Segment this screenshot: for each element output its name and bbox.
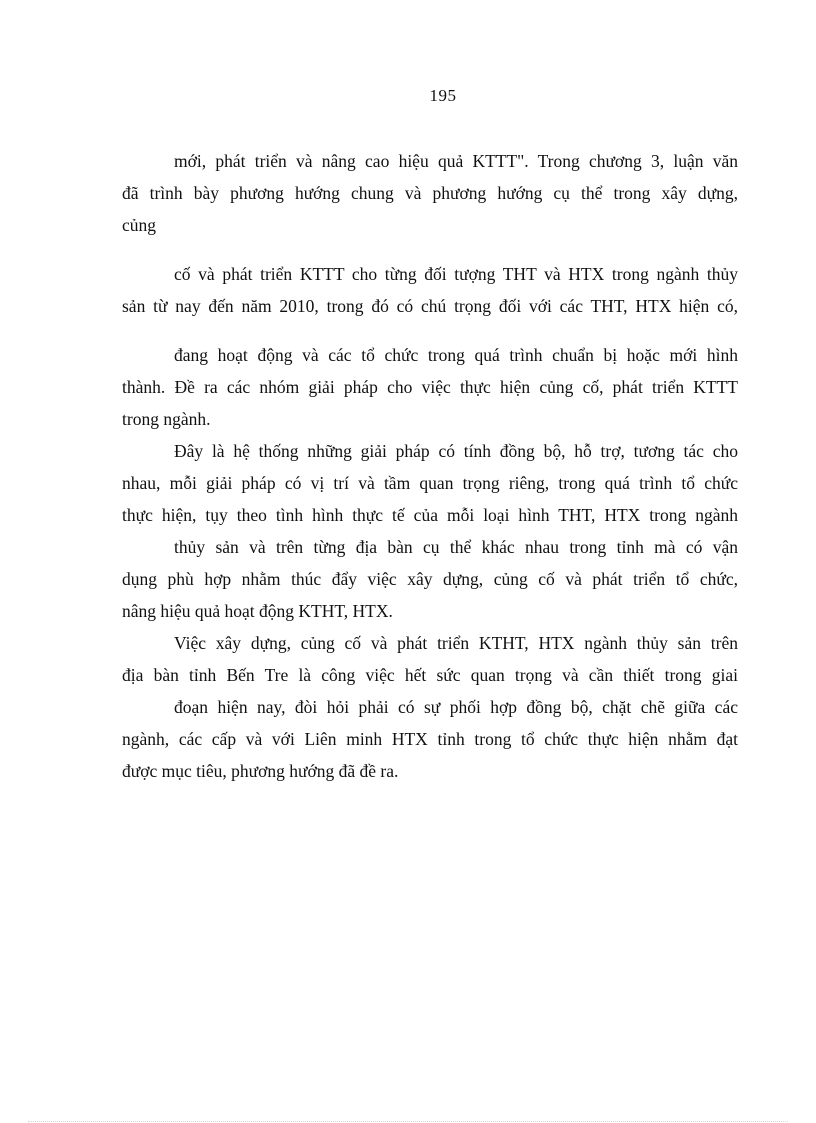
body-line: địa bàn tỉnh Bến Tre là công việc hết sức quan trọng và cần thiết trong giai [122,665,738,685]
body-line: dụng phù hợp nhằm thúc đẩy việc xây dựng, củng cố và phát triển tổ chức, [122,569,738,589]
body-line: đoạn hiện nay, đòi hỏi phải có sự phối hợp đồng bộ, chặt chẽ giữa các [174,697,738,717]
body-line: Việc xây dựng, củng cố và phát triển KTHT, HTX ngành thủy sản trên [174,633,738,653]
body-line: được mục tiêu, phương hướng đã đề ra. [122,761,399,781]
body-line: đã trình bày phương hướng chung và phương hướng cụ thể trong xây dựng, [122,183,738,203]
body-line: ngành, các cấp và với Liên minh HTX tỉnh trong tổ chức thực hiện nhằm đạt [122,729,738,749]
body-line: nhau, mỗi giải pháp có vị trí và tầm quan trọng riêng, trong quá trình tổ chức [122,473,738,493]
body-line: cố và phát triển KTTT cho từng đối tượng THT và HTX trong ngành thủy [174,264,738,284]
body-line: thành. Đề ra các nhóm giải pháp cho việc thực hiện củng cố, phát triển KTTT [122,377,738,397]
body-line: nâng hiệu quả hoạt động KTHT, HTX. [122,601,393,621]
page-number: 195 [429,86,457,105]
body-line: mới, phát triển và nâng cao hiệu quả KTTT". Trong chương 3, luận văn [174,151,738,171]
page-bottom-divider [28,1121,788,1122]
body-line: thực hiện, tụy theo tình hình thực tế của mỗi loại hình THT, HTX trong ngành [122,505,738,525]
body-line: Đây là hệ thống những giải pháp có tính đồng bộ, hỗ trợ, tương tác cho [174,441,738,461]
body-line: trong ngành. [122,409,211,429]
body-line: củng [122,215,157,235]
body-line: đang hoạt động và các tổ chức trong quá trình chuẩn bị hoặc mới hình [174,345,738,365]
body-line: sản từ nay đến năm 2010, trong đó có chú trọng đối với các THT, HTX hiện có, [122,296,738,316]
body-line: thủy sản và trên từng địa bàn cụ thể khác nhau trong tỉnh mà có vận [174,537,738,557]
